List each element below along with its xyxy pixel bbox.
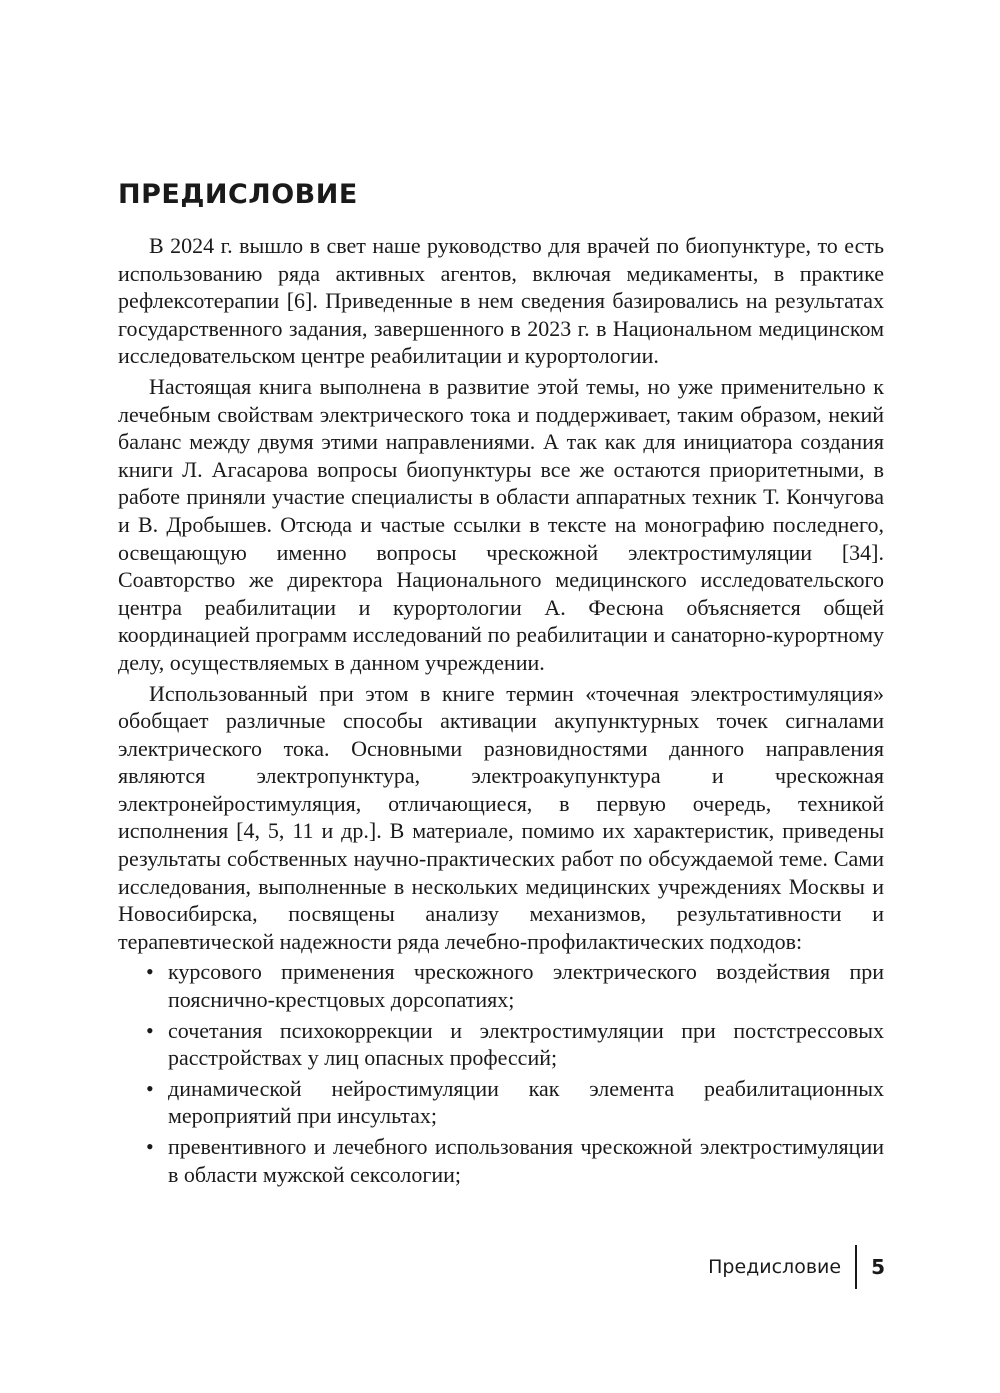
paragraph-2: Настоящая книга выполнена в развитие этой темы, но уже применительно к лечебным свойствам электрического тока и поддерживает, таким образом, некий баланс между двумя этими направлениями. А так как для инициатора создания книги Л. Агасарова вопросы биопунктуры все же остаются приоритетными, в работе приняли участие специалисты в области аппаратных техник Т. Кончугова и В. Дробышев. Отсюда и частые ссылки в тексте на монографию последнего, освещающую именно вопросы чрескожной электростимуляции [34]. Соавторство же директора Национального медицинского исследовательского центра реабилитации и курортологии А. Фесюна объясняется общей координацией программ исследований по реабилитации и санаторно-курортному делу, осуществляемых в данном учреждении. <box>118 373 884 675</box>
list-item <box>118 1133 884 1188</box>
page-content <box>118 178 884 1191</box>
list-item-text: динамической нейростимуляции как элемента реабилитационных мероприятий при инсультах; <box>168 1075 884 1129</box>
bullet-marker: • <box>146 1075 154 1101</box>
list-item <box>118 1075 884 1130</box>
list-item-text: сочетания психокоррекции и электростимуляции при постстрессовых расстройствах у лиц опасных профессий; <box>168 1017 884 1071</box>
paragraph-1: В 2024 г. вышло в свет наше руководство для врачей по биопунктуре, то есть использованию ряда активных агентов, включая медикаменты, в практике рефлексотерапии [6]. Приведенные в нем сведения базировались на результатах государственного задания, завершенного в 2023 г. в Национальном медицинском исследовательском центре реабилитации и курортологии. <box>118 233 884 369</box>
bullet-marker: • <box>146 1017 154 1043</box>
page-title: ПРЕДИСЛОВИЕ <box>118 179 358 210</box>
page-footer <box>708 1245 885 1289</box>
bullet-list <box>118 958 884 1188</box>
list-item <box>118 1017 884 1072</box>
list-item <box>118 958 884 1013</box>
page-number: 5 <box>871 1255 885 1279</box>
paragraph-3: Использованный при этом в книге термин «точечная электростимуляция» обобщает различные способы активации акупунктурных точек сигналами электрического тока. Основными разновидностями данного направления являются электропунктура, электроакупунктура и чрескожная электронейростимуляция, отличающиеся, в первую очередь, техникой исполнения [4, 5, 11 и др.]. В материале, помимо их характеристик, приведены результаты собственных научно-практических работ по обсуждаемой теме. Сами исследования, выполненные в нескольких медицинских учреждениях Москвы и Новосибирска, посвящены анализу механизмов, результативности и терапевтической надежности ряда лечебно-профилактических подходов: <box>118 680 884 954</box>
bullet-marker: • <box>146 959 154 985</box>
body-text <box>118 232 884 1188</box>
bullet-marker: • <box>146 1134 154 1159</box>
list-item-text: превентивного и лечебного использования чрескожной электростимуляции в области мужской сексологии; <box>168 1134 884 1187</box>
list-item-text: курсового применения чрескожного электрического воздействия при пояснично-крестцовых дорсопатиях; <box>168 959 884 1013</box>
running-header-section: Предисловие <box>708 1256 842 1278</box>
